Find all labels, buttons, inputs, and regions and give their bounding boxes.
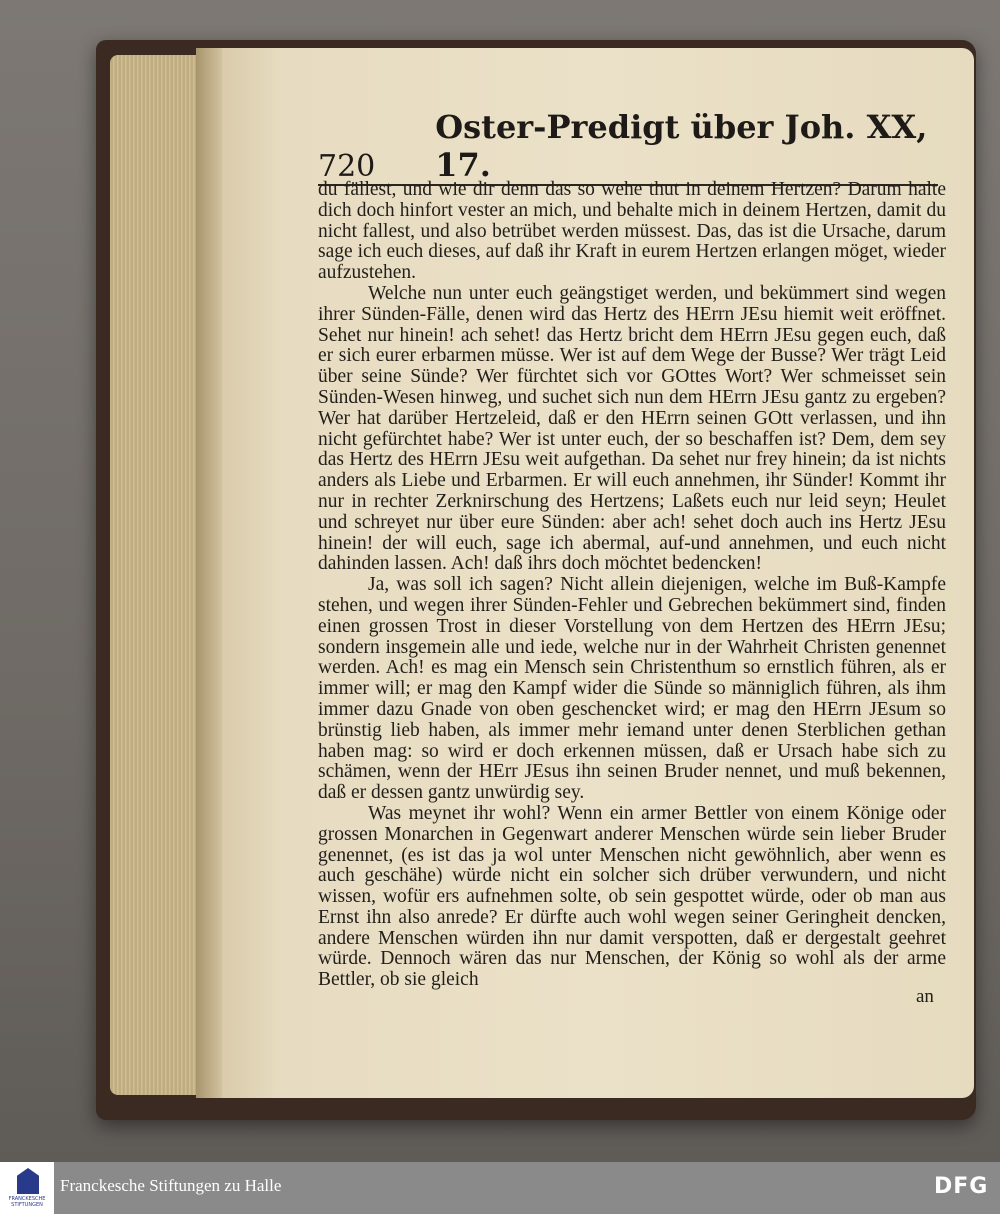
dfg-logo[interactable]: DFG [934, 1174, 989, 1199]
page-edges [110, 55, 200, 1095]
logo-text: FRANCKESCHE STIFTUNGEN [8, 1196, 46, 1208]
page-number: 720 [318, 149, 376, 184]
running-title: Oster-Predigt über Joh. XX, 17. [435, 108, 928, 184]
body-text [318, 180, 946, 991]
paragraph: Welche nun unter euch geängstiget werden, und bekümmert sind wegen ihrer Sünden-Fälle, denen wird das Hertz des HErrn JEsu hiemit weit eröffnet. Sehet nur hinein! ach sehet! das Hertz bricht dem HErrn JEsu gegen euch, daß er sich eurer erbarmen müsse. Wer ist auf dem Wege der Busse? Wer trägt Leid über seine Sünde? Wer fürchtet sich vor GOttes Wort? Wer schmeisset sein Sünden-Wesen hinweg, und suchet sich nun dem HErrn JEsu gantz zu ergeben? Wer hat darüber Hertzeleid, daß er den HErrn seinen GOtt verlassen, und ihn nicht gefürchtet habe? Wer ist unter euch, der so beschaffen ist? Dem, dem sey das Hertz des HErrn JEsu weit aufgethan. Da sehet nur frey hinein; da ist nichts anders als Liebe und Erbarmen. Er will euch annehmen, ihr Sünder! Kommt ihr nur in rechter Zerknirschung des Hertzens; Laßets euch nur leid seyn; Heulet und schreyet nur über eure Sünden: aber ach! sehet doch auch ins Hertz JEsu hinein! der will euch, sage ich abermal, auf-und annehmen, und euch nicht dahinden lassen. Ach! daß ihrs doch möchtet bedencken! [318, 282, 946, 575]
viewer-footer [0, 1162, 1000, 1214]
institution-logo[interactable] [0, 1162, 54, 1214]
institution-name[interactable]: Franckesche Stiftungen zu Halle [60, 1176, 282, 1195]
catchword: an [916, 986, 934, 1007]
paragraph: Was meynet ihr wohl? Wenn ein armer Bettler von einem Könige oder grossen Monarchen in Gegenwart anderer Menschen würde sein lieber Bruder genennet, (es ist das ja wol unter Menschen nicht gewöhnlich, aber wenn es auch geschähe) würde nicht ein solcher sich drüber verwundern, und nicht wissen, wofür ers aufnehmen solte, ob sein gespottet würde, oder ob man aus Ernst ihn also anrede? Er dürfte auch wohl wegen seiner Geringheit dencken, andere Menschen würden ihn nur damit verspotten, daß er dergestalt geehret würde. Dennoch wären das nur Menschen, der König so wohl als der arme Bettler, ob sie gleich [318, 802, 946, 991]
paragraph: du fällest, und wie dir denn das so wehe thut in deinem Hertzen? Darum halte dich doch hinfort vester an mich, und behalte mich in deinem Hertzen, damit du nicht fallest, und also betrübet werden müssest. Das, das ist die Ursache, darum sage ich euch dieses, auf daß ihr Kraft in eurem Hertzen erlangen möget, wieder aufzustehen. [318, 179, 946, 284]
building-icon [17, 1168, 39, 1194]
paragraph: Ja, was soll ich sagen? Nicht allein diejenigen, welche im Buß-Kampfe stehen, und wegen ihrer Sünden-Fehler und Gebrechen bekümmert sind, finden einen grossen Trost in dieser Vorstellung von dem Hertzen des HErrn JEsu; sondern insgemein alle und iede, welche nur in der Wahrheit Christen genennet werden. Ach! es mag ein Mensch sein Christenthum so ernstlich führen, als er immer will; er mag den Kampf wider die Sünde so männiglich führen, als ihm immer dazu Gnade von oben geschencket wird; er mag den HErrn JEsum so brünstig lieb haben, als immer mehr iemand unter denen Sterblichen gethan haben mag: so wird er doch erkennen müssen, daß er Ursach habe sich zu schämen, wenn der HErr JEsus ihn seinen Bruder nennet, und muß bekennen, daß er dessen gantz unwürdig sey. [318, 574, 946, 804]
